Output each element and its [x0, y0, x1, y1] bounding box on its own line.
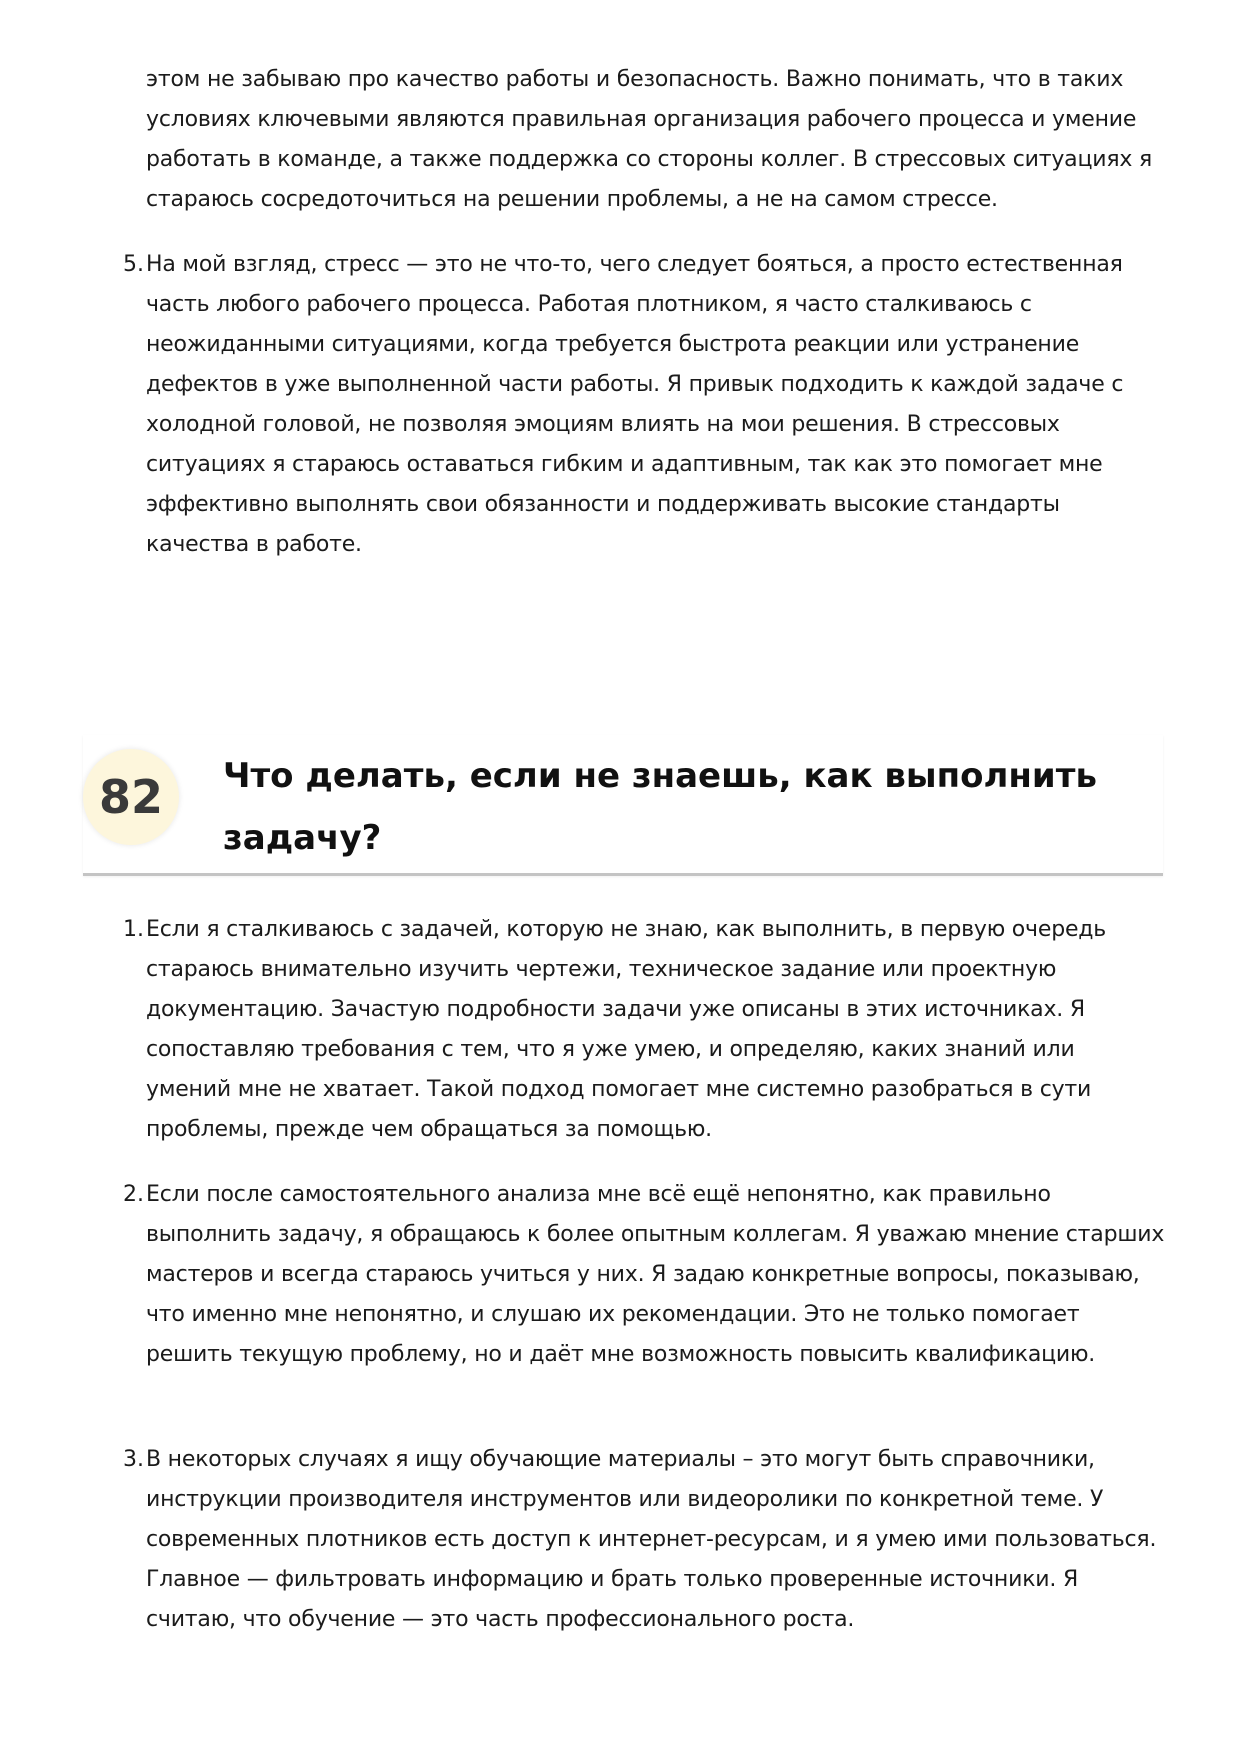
list-item-text: Если я сталкиваюсь с задачей, которую не знаю, как выполнить, в первую очередь стараюсь внимательно изучить чертежи, техническое задание или проектную документацию. Зачастую подробности задачи уже описаны в этих источниках. Я сопоставляю требования с тем, что я уже умею, и определяю, каких знаний или умений мне не хватает. Такой подход помогает мне системно разобраться в сути проблемы, прежде чем обращаться за помощью.	[146, 917, 1107, 1142]
section-header	[83, 735, 1163, 876]
list-item-number: 5 .	[112, 245, 144, 285]
list-item-number: 2 .	[112, 1175, 144, 1215]
intro-paragraph: этом не забываю про качество работы и безопасность. Важно понимать, что в таких условиях ключевыми являются правильная организация рабочего процесса и умение работать в команде, а также поддержка со стороны коллег. В стрессовых ситуациях я стараюсь сосредоточиться на решении проблемы, а не на самом стрессе.	[146, 67, 1153, 212]
list-item-number: 1 .	[112, 910, 144, 950]
section-title: Что делать, если не знаешь, как выполнить задачу?	[223, 756, 1097, 858]
list-item-text: В некоторых случаях я ищу обучающие материалы – это могут быть справочники, инструкции производителя инструментов или видеоролики по конкретной теме. У современных плотников есть доступ к интернет-ресурсам, и я умею ими пользоваться. Главное — фильтровать информацию и брать только проверенные источники. Я считаю, что обучение — это часть профессионального роста.	[146, 1447, 1157, 1632]
list-item-text: Если после самостоятельного анализа мне всё ещё непонятно, как правильно выполнить задачу, я обращаюсь к более опытным коллегам. Я уважаю мнение старших мастеров и всегда стараюсь учиться у них. Я задаю конкретные вопросы, показываю, что именно мне непонятно, и слушаю их рекомендации. Это не только помогает решить текущую проблему, но и даёт мне возможность повысить квалификацию.	[146, 1182, 1165, 1367]
list-item-text: На мой взгляд, стресс — это не что-то, чего следует бояться, а просто естественная часть любого рабочего процесса. Работая плотником, я часто сталкиваюсь с неожиданными ситуациями, когда требуется быстрота реакции или устранение дефектов в уже выполненной части работы. Я привык подходить к каждой задаче с холодной головой, не позволяя эмоциям влиять на мои решения. В стрессовых ситуациях я стараюсь оставаться гибким и адаптивным, так как это помогает мне эффективно выполнять свои обязанности и поддерживать высокие стандарты качества в работе.	[146, 252, 1124, 557]
list-item-number: 3 .	[112, 1440, 144, 1480]
question-number-badge: 82	[83, 749, 179, 845]
